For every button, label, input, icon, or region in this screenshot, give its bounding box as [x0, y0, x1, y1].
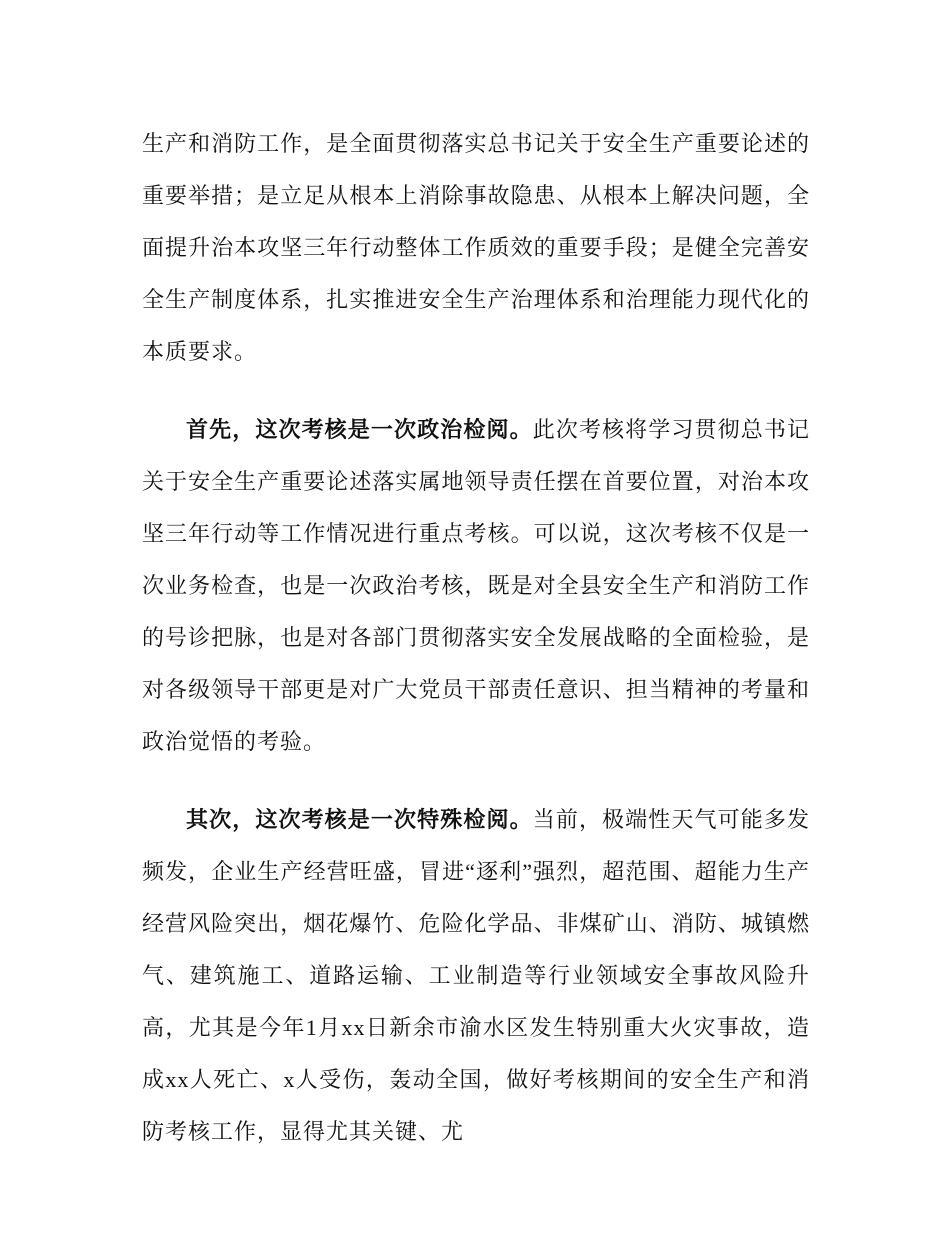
- paragraph-body: 此次考核将学习贯彻总书记关于安全生产重要论述落实属地领导责任摆在首要位置，对治本攻坚三年行动等工作情况进行重点考核。可以说，这次考核不仅是一次业务检查，也是一次政治考核，既是对全县安全生产和消防工作的号诊把脉，也是对各部门贯彻落实安全发展战略的全面检验，是对各级领导干部更是对广大党员干部责任意识、担当精神的考量和政治觉悟的考验。: [142, 417, 810, 754]
- paragraph-body: 生产和消防工作，是全面贯彻落实总书记关于安全生产重要论述的重要举措；是立足从根本上消除事故隐患、从根本上解决问题，全面提升治本攻坚三年行动整体工作质效的重要手段；是健全完善安全生产制度体系，扎实推进安全生产治理体系和治理能力现代化的本质要求。: [142, 131, 810, 364]
- paragraph: [142, 404, 810, 768]
- paragraph: [142, 794, 810, 1158]
- document-body: [142, 118, 810, 1158]
- paragraph-lead: 其次，这次考核是一次特殊检阅。: [186, 807, 533, 832]
- paragraph-body: 当前，极端性天气可能多发频发，企业生产经营旺盛，冒进“逐利”强烈，超范围、超能力生产经营风险突出，烟花爆竹、危险化学品、非煤矿山、消防、城镇燃气、建筑施工、道路运输、工业制造等行业领域安全事故风险升高，尤其是今年1月xx日新余市渝水区发生特别重大火灾事故，造成xx人死亡、x人受伤，轰动全国，做好考核期间的安全生产和消防考核工作，显得尤其关键、尤: [142, 807, 810, 1144]
- paragraph-lead: 首先，这次考核是一次政治检阅。: [186, 417, 533, 442]
- paragraph: [142, 118, 810, 378]
